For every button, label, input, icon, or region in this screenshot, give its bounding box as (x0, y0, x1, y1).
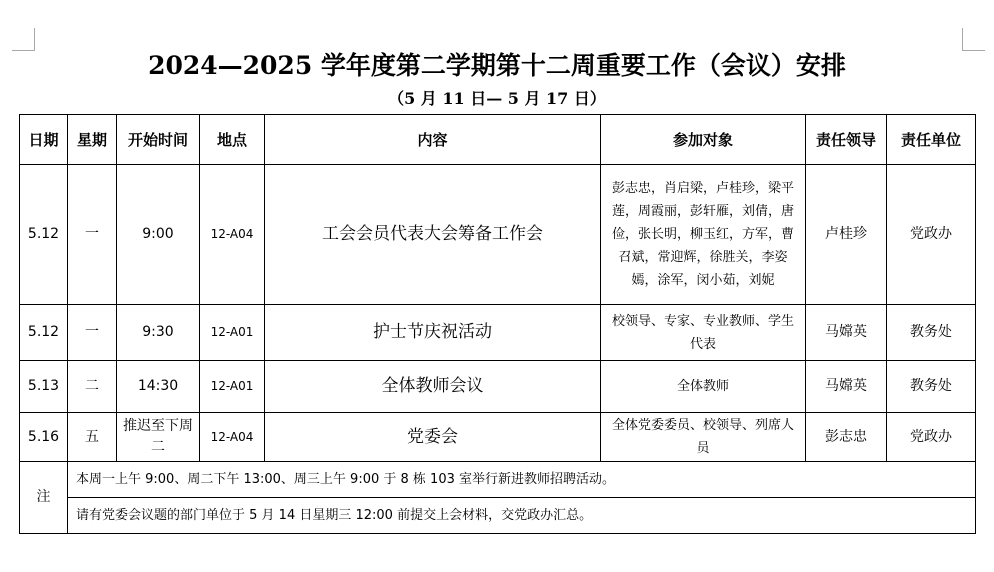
notes-row (20, 462, 976, 498)
cell-leader: 卢桂珍 (806, 165, 887, 305)
header-participants: 参加对象 (601, 115, 806, 165)
date-range-subtitle: （5 月 11 日— 5 月 17 日） (388, 89, 606, 108)
cell-leader: 马嫦英 (806, 305, 887, 361)
table-row (20, 305, 976, 361)
header-row (20, 115, 976, 165)
cell-time: 推迟至下周二 (117, 413, 200, 462)
cell-location: 12-A01 (200, 361, 265, 413)
notes-row (20, 498, 976, 534)
cell-weekday: 二 (68, 361, 117, 413)
cell-location: 12-A04 (200, 165, 265, 305)
page-corner-mark-top-right (962, 28, 985, 51)
cell-date: 5.12 (20, 305, 68, 361)
cell-unit: 教务处 (887, 361, 976, 413)
cell-leader: 彭志忠 (806, 413, 887, 462)
cell-location: 12-A01 (200, 305, 265, 361)
cell-participants: 彭志忠，肖启梁，卢桂珍，梁平莲，周霞丽，彭轩雁，刘倩，唐俭，张长明，柳玉红，方军，曹召斌，常迎辉，徐胜关，李姿嫣，涂军，闵小茹，刘妮 (601, 165, 806, 305)
cell-location: 12-A04 (200, 413, 265, 462)
cell-participants: 全体教师 (601, 361, 806, 413)
cell-participants: 校领导、专家、专业教师、学生代表 (601, 305, 806, 361)
header-leader: 责任领导 (806, 115, 887, 165)
cell-time: 9:00 (117, 165, 200, 305)
cell-weekday: 一 (68, 165, 117, 305)
cell-time: 14:30 (117, 361, 200, 413)
cell-unit: 教务处 (887, 305, 976, 361)
cell-date: 5.16 (20, 413, 68, 462)
cell-unit: 党政办 (887, 165, 976, 305)
cell-content: 护士节庆祝活动 (265, 305, 601, 361)
cell-date: 5.12 (20, 165, 68, 305)
cell-content: 党委会 (265, 413, 601, 462)
cell-unit: 党政办 (887, 413, 976, 462)
cell-date: 5.13 (20, 361, 68, 413)
document-title: 2024—2025 学年度第二学期第十二周重要工作（会议）安排 (148, 51, 846, 80)
header-location: 地点 (200, 115, 265, 165)
table-row (20, 361, 976, 413)
header-date: 日期 (20, 115, 68, 165)
note-item: 本周一上午 9:00、周二下午 13:00、周三上午 9:00 于 8 栋 103 室举行新进教师招聘活动。 (68, 462, 976, 498)
note-item: 请有党委会议题的部门单位于 5 月 14 日星期三 12:00 前提交上会材料，交党政办汇总。 (68, 498, 976, 534)
schedule-table (19, 114, 976, 534)
notes-label: 注 (20, 462, 68, 534)
cell-content: 工会会员代表大会筹备工作会 (265, 165, 601, 305)
header-start-time: 开始时间 (117, 115, 200, 165)
header-content: 内容 (265, 115, 601, 165)
table-row (20, 165, 976, 305)
table-row (20, 413, 976, 462)
cell-weekday: 五 (68, 413, 117, 462)
header-unit: 责任单位 (887, 115, 976, 165)
header-weekday: 星期 (68, 115, 117, 165)
page-corner-mark-top-left (12, 28, 35, 51)
cell-content: 全体教师会议 (265, 361, 601, 413)
cell-leader: 马嫦英 (806, 361, 887, 413)
cell-time: 9:30 (117, 305, 200, 361)
cell-weekday: 一 (68, 305, 117, 361)
cell-participants: 全体党委委员、校领导、列席人员 (601, 413, 806, 462)
